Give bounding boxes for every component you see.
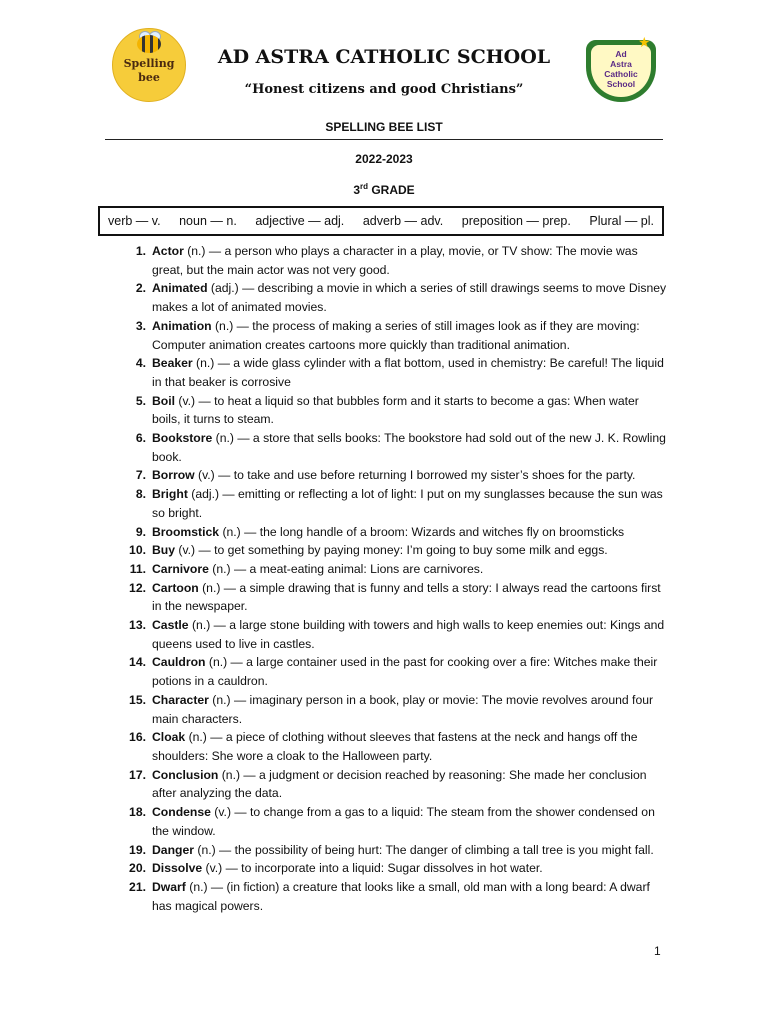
entry-definition: (n.) — a person who plays a character in a play, movie, or TV show: The movie was great, but the main actor was not very good. — [152, 244, 638, 277]
page-number: 1 — [654, 944, 661, 958]
word-entry — [0, 541, 768, 560]
word-entry — [0, 279, 768, 316]
entry-word: Boil — [152, 393, 176, 408]
word-entry — [0, 878, 768, 915]
word-entry — [0, 354, 768, 391]
legend-item: noun — n. — [179, 214, 237, 228]
entry-word: Character — [152, 692, 209, 707]
entry-definition: (n.) — the process of making a series of still images look as if they are moving: Computer animation creates cartoons more quickly than traditional animation. — [152, 318, 640, 352]
entry-word: Dwarf — [152, 879, 186, 894]
entry-number: 21. — [129, 879, 146, 894]
school-name: AD ASTRA CATHOLIC SCHOOL — [217, 46, 551, 68]
word-entry — [0, 859, 768, 878]
entry-number: 1. — [135, 244, 146, 258]
entry-definition: (n.) — a simple drawing that is funny and tells a story: I always read the cartoons first in the newspaper. — [152, 580, 661, 614]
entry-number: 9. — [135, 524, 146, 539]
entry-word: Animated — [152, 281, 208, 296]
entry-word: Cauldron — [152, 655, 206, 670]
word-entry — [0, 691, 768, 728]
school-crest-logo — [586, 34, 656, 102]
entry-definition: (n.) — (in fiction) a creature that looks like a small, old man with a long beard: A dwarf has magical powers. — [152, 879, 650, 913]
word-entry — [0, 841, 768, 860]
logo-text: Spelling — [123, 57, 175, 70]
word-entry — [0, 728, 768, 765]
entry-number: 10. — [129, 543, 146, 558]
entry-word: Conclusion — [152, 767, 219, 782]
word-entry — [0, 392, 768, 429]
entry-number: 17. — [129, 767, 146, 782]
title-divider — [105, 139, 663, 140]
entry-word: Cloak — [152, 730, 186, 745]
word-entry — [0, 616, 768, 653]
word-entry — [0, 653, 768, 690]
document-title: SPELLING BEE LIST — [325, 120, 443, 134]
word-entry — [0, 766, 768, 803]
entry-number: 16. — [129, 730, 146, 745]
entry-definition: (adj.) — describing a movie in which a series of still drawings seems to move Disney makes a lot of animated movies. — [152, 281, 667, 315]
entry-number: 5. — [135, 393, 146, 408]
entry-definition: (v.) — to take and use before returning I borrowed my sister’s shoes for the party. — [194, 468, 636, 483]
entry-number: 20. — [129, 861, 146, 876]
crest-line: Catholic — [604, 69, 638, 79]
crest-line: Ad — [615, 49, 627, 59]
entry-word: Borrow — [152, 468, 195, 483]
entry-definition: (v.) — to get something by paying money: I’m going to buy some milk and eggs. — [175, 543, 608, 558]
entry-number: 14. — [129, 655, 146, 670]
word-entry — [0, 485, 768, 522]
word-entry — [0, 317, 768, 354]
word-entry — [0, 429, 768, 466]
entry-definition: (n.) — imaginary person in a book, play or movie: The movie revolves around four main characters. — [152, 692, 654, 726]
crest-line: School — [606, 79, 636, 89]
entry-word: Beaker — [152, 356, 193, 371]
entry-word: Carnivore — [152, 561, 209, 576]
entry-word: Castle — [152, 618, 189, 633]
entry-number: 7. — [135, 468, 146, 483]
entry-word: Cartoon — [152, 580, 199, 595]
star-icon: ★ — [638, 34, 651, 50]
entry-number: 6. — [135, 431, 146, 446]
entry-definition: (n.) — a store that sells books: The bookstore had sold out of the new J. K. Rowling book. — [152, 431, 666, 464]
entry-word: Dissolve — [152, 861, 203, 876]
entry-definition: (v.) — to incorporate into a liquid: Sugar dissolves in hot water. — [202, 861, 543, 876]
school-motto: “Honest citizens and good Christians” — [244, 82, 524, 97]
entry-number: 13. — [129, 618, 146, 633]
entry-number: 11. — [129, 561, 146, 576]
school-year: 2022-2023 — [355, 152, 413, 166]
logo-text: bee — [138, 71, 160, 84]
entry-definition: (n.) — a meat-eating animal: Lions are carnivores. — [208, 561, 484, 576]
grade-label — [0, 182, 768, 197]
entry-word: Animation — [152, 318, 212, 333]
entry-definition: (v.) — to heat a liquid so that bubbles form and it starts to become a gas: When water boils, it turns to steam. — [152, 393, 639, 427]
legend-item: adverb — adv. — [362, 214, 444, 228]
entry-number: 3. — [135, 318, 146, 333]
entry-definition: (n.) — a piece of clothing without sleeves that fastens at the neck and hangs off the shoulders: She wore a cloak to the Halloween party. — [152, 730, 638, 763]
entry-word: Bright — [152, 487, 188, 502]
word-entry — [0, 523, 768, 542]
entry-definition: (n.) — the long handle of a broom: Wizards and witches fly on broomsticks — [219, 524, 625, 539]
entry-word: Broomstick — [152, 524, 220, 539]
word-entry — [0, 579, 768, 616]
entry-definition: (n.) — the possibility of being hurt: The danger of climbing a tall tree is you might fall. — [194, 842, 654, 857]
entry-word: Actor — [152, 244, 184, 258]
spelling-word-list — [0, 242, 768, 915]
legend-item: adjective — adj. — [255, 214, 345, 228]
entry-word: Bookstore — [152, 431, 213, 446]
entry-definition: (adj.) — emitting or reflecting a lot of light: I put on my sunglasses because the sun was so bright. — [152, 487, 663, 520]
word-entry — [0, 242, 768, 279]
entry-definition: (n.) — a large stone building with towers and high walls to keep enemies out: Kings and queens used to live in castles. — [152, 618, 665, 651]
entry-word: Condense — [152, 805, 211, 820]
word-entry — [0, 803, 768, 840]
entry-definition: (v.) — to change from a gas to a liquid: The steam from the shower condensed on the window. — [152, 805, 655, 838]
grade-text: GRADE — [368, 183, 415, 197]
entry-number: 18. — [129, 805, 146, 820]
grade-number: 3 — [353, 183, 360, 197]
entry-number: 2. — [135, 281, 146, 296]
crest-text — [591, 49, 651, 89]
legend-item: Plural — pl. — [589, 214, 654, 228]
word-entry — [0, 560, 768, 579]
entry-word: Danger — [152, 842, 194, 857]
abbreviation-legend — [98, 206, 664, 236]
entry-number: 4. — [135, 356, 146, 371]
entry-number: 12. — [129, 580, 146, 595]
entry-definition: (n.) — a judgment or decision reached by reasoning: She made her conclusion after analyzing the data. — [152, 767, 647, 801]
legend-item: preposition — prep. — [461, 214, 571, 228]
entry-definition: (n.) — a wide glass cylinder with a flat bottom, used in chemistry: Be careful! The liquid in that beaker is corrosive — [152, 356, 664, 389]
entry-word: Buy — [152, 543, 176, 558]
legend-item: verb — v. — [108, 214, 161, 228]
entry-definition: (n.) — a large container used in the past for cooking over a fire: Witches make their potions in a cauldron. — [152, 655, 658, 689]
entry-number: 19. — [129, 842, 146, 857]
entry-number: 15. — [129, 692, 146, 707]
crest-line: Astra — [610, 59, 632, 69]
word-entry — [0, 466, 768, 485]
entry-number: 8. — [135, 487, 146, 502]
grade-suffix: rd — [360, 182, 368, 191]
